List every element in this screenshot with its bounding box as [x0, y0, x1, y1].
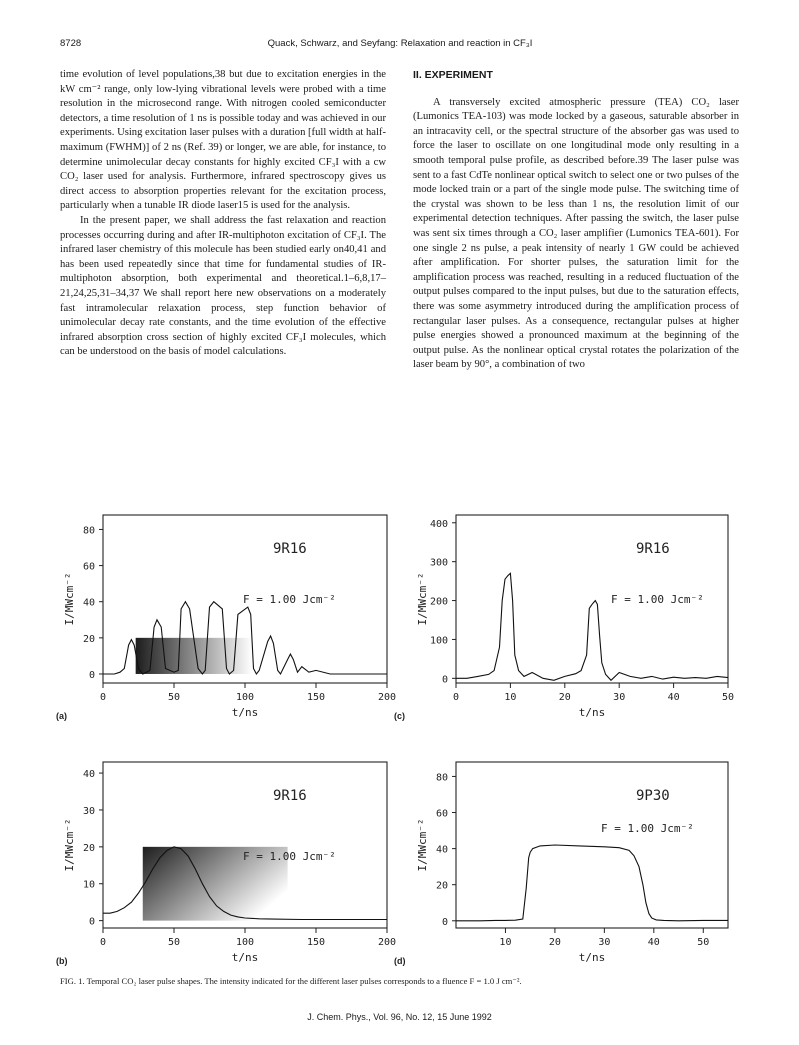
y-tick-label: 80 [435, 772, 448, 784]
y-tick-label: 60 [82, 561, 95, 573]
x-tick-label: 10 [504, 692, 517, 703]
panel-label: (b) [56, 956, 68, 966]
x-axis-label: t/ns [578, 706, 606, 719]
series-line [456, 573, 728, 680]
x-tick-label: 150 [306, 937, 326, 948]
y-tick-label: 300 [429, 557, 448, 569]
y-tick-label: 40 [82, 597, 95, 609]
figure-panel-b [56, 752, 400, 974]
x-tick-label: 50 [167, 937, 181, 948]
x-tick-label: 20 [558, 692, 571, 703]
figure-panel-d [394, 752, 738, 974]
y-tick-label: 100 [429, 635, 448, 647]
y-tick-label: 0 [441, 674, 448, 686]
line-label: 9R16 [636, 541, 670, 557]
series-line [456, 845, 728, 921]
fluence-annotation: F = 1.00 Jcm⁻² [601, 822, 694, 835]
y-tick-label: 40 [435, 844, 448, 856]
x-axis-label: t/ns [578, 951, 606, 964]
y-tick-label: 20 [82, 633, 95, 645]
right-paragraph-1: A transversely excited atmospheric pressure (TEA) CO₂ laser (Lumonics TEA-103) was mode locked by a gaseous, saturable absorber in an intracavity cell, or the spectral structure of the absorber gas was used to force the laser to oscillate on one longitudinal mode only resulting in a smooth temporal pulse profile, as described before.39 The laser pulse was sent to a fast CdTe nonlinear optical switch to select one or two pulses of the mode locked train or a part of the single mode pulse. The switching time of the crystal was shown to be less than 1 ns, the resolution limit of our experimental detection techniques. After passing the switch, the laser pulse was sent six times through a CO₂ laser amplifier (Lumonics TEA-601). For one single 2 ns pulse, a peak intensity of nearly 1 GW could be achieved after amplification. For shorter pulses, the saturation limit for the amplification process was reached, resulting in a reduced fluctuation of the output pulses compared to the input pulses, but due to the saturation effects, there was some asymmetry introduced during the amplification process of rectangular laser pulses. As a consequence, rectangular pulses at higher pulse energies showed a pronounced maximum at the beginning of the output pulse. As the nonlinear optical crystal rotates the polarization of the laser beam by 90°, a combination of two [413, 96, 739, 371]
y-axis-label: I/MWcm⁻² [63, 572, 76, 626]
left-paragraph-1: time evolution of level populations,38 but due to excitation energies in the kW cm⁻² range, only low-lying vibrational levels were probed with a time resolution in the microsecond range. With nitrogen cooled semiconducter detectors, a time resolution of 1 ns is possible today and was achieved in our experiments. Using excitation laser pulses with a duration [full width at half-maximum (FWHM)] of 2 ns (Ref. 39) or longer, we are able, for instance, to determine unimolecular decay constants for highly excited CF₃I with a cw CO₂ laser used for analysis. Furthermore, infrared spectroscopy gives us direct access to absorption properties relevant for the excitation process, particularly when a tunable IR diode laser15 is used for the analysis. [60, 69, 386, 212]
plot-b [56, 752, 400, 974]
x-tick-label: 0 [452, 692, 460, 703]
figure-panel-c [394, 505, 738, 730]
x-tick-label: 100 [235, 692, 255, 703]
plot-d [394, 752, 738, 974]
x-tick-label: 40 [667, 692, 680, 703]
x-tick-label: 150 [306, 692, 326, 703]
x-tick-label: 200 [377, 692, 397, 703]
panel-label: (d) [394, 956, 406, 966]
plot-a [56, 505, 400, 730]
y-axis-label: I/MWcm⁻² [416, 818, 429, 872]
y-tick-label: 20 [435, 880, 448, 892]
figure-panel-a [56, 505, 400, 730]
x-tick-label: 10 [499, 937, 512, 948]
fluence-annotation: F = 1.00 Jcm⁻² [243, 850, 336, 863]
running-title: Quack, Schwarz, and Seyfang: Relaxation and reaction in CF₃I [267, 38, 533, 49]
y-axis-label: I/MWcm⁻² [416, 572, 429, 626]
left-column [60, 68, 386, 360]
page-number: 8728 [60, 38, 82, 49]
y-tick-label: 0 [88, 916, 95, 928]
x-tick-label: 0 [99, 937, 107, 948]
x-axis-label: t/ns [231, 951, 259, 964]
y-tick-label: 400 [429, 518, 448, 530]
x-tick-label: 50 [721, 692, 735, 703]
section-title: II. EXPERIMENT [413, 69, 493, 81]
x-tick-label: 30 [613, 692, 626, 703]
y-tick-label: 30 [82, 805, 95, 817]
y-tick-label: 0 [441, 916, 448, 928]
x-tick-label: 50 [167, 692, 181, 703]
plot-frame [456, 762, 728, 928]
left-paragraph-2: In the present paper, we shall address the fast relaxation and reaction processes occurring during and after IR-multiphoton excitation of CF₃I. The infrared laser chemistry of this molecule has been studied early on40,41 and has been used repeatedly since that time for fundamental studies of IR-multiphoton absorption, both experimental and theoretical.1–6,8,17–21,24,25,31–34,37 We shall report here new observations on a moderately fast intramolecular relaxation process, step function behavior of unimolecular decay rate constants, and the time evolution of the effective infrared absorption cross section of highly excited CF₃I molecules, which can be understood on the basis of model calculations. [60, 214, 386, 358]
line-label: 9P30 [636, 788, 670, 804]
x-tick-label: 0 [99, 692, 107, 703]
y-tick-label: 40 [82, 769, 95, 781]
y-tick-label: 80 [82, 525, 95, 537]
x-tick-label: 20 [548, 937, 561, 948]
y-tick-label: 0 [88, 669, 95, 681]
y-tick-label: 200 [429, 596, 448, 608]
x-tick-label: 200 [377, 937, 397, 948]
x-tick-label: 40 [647, 937, 660, 948]
line-label: 9R16 [273, 788, 307, 804]
y-tick-label: 10 [82, 879, 95, 891]
fluence-annotation: F = 1.00 Jcm⁻² [611, 593, 704, 606]
page-footer: J. Chem. Phys., Vol. 96, No. 12, 15 June 1992 [307, 1012, 492, 1022]
figure-caption: FIG. 1. Temporal CO₂ laser pulse shapes. The intensity indicated for the different laser pulses corresponds to a fluence F = 1.0 J cm⁻². [60, 976, 522, 986]
fluence-annotation: F = 1.00 Jcm⁻² [243, 593, 336, 606]
plot-c [394, 505, 738, 730]
y-tick-label: 60 [435, 808, 448, 820]
panel-label: (a) [56, 711, 67, 721]
x-tick-label: 50 [697, 937, 710, 948]
y-tick-label: 20 [82, 842, 95, 854]
x-tick-label: 30 [598, 937, 611, 948]
panel-label: (c) [394, 711, 405, 721]
x-tick-label: 100 [235, 937, 255, 948]
x-axis-label: t/ns [231, 706, 259, 719]
y-axis-label: I/MWcm⁻² [63, 818, 76, 872]
line-label: 9R16 [273, 541, 307, 557]
right-column [413, 68, 739, 373]
